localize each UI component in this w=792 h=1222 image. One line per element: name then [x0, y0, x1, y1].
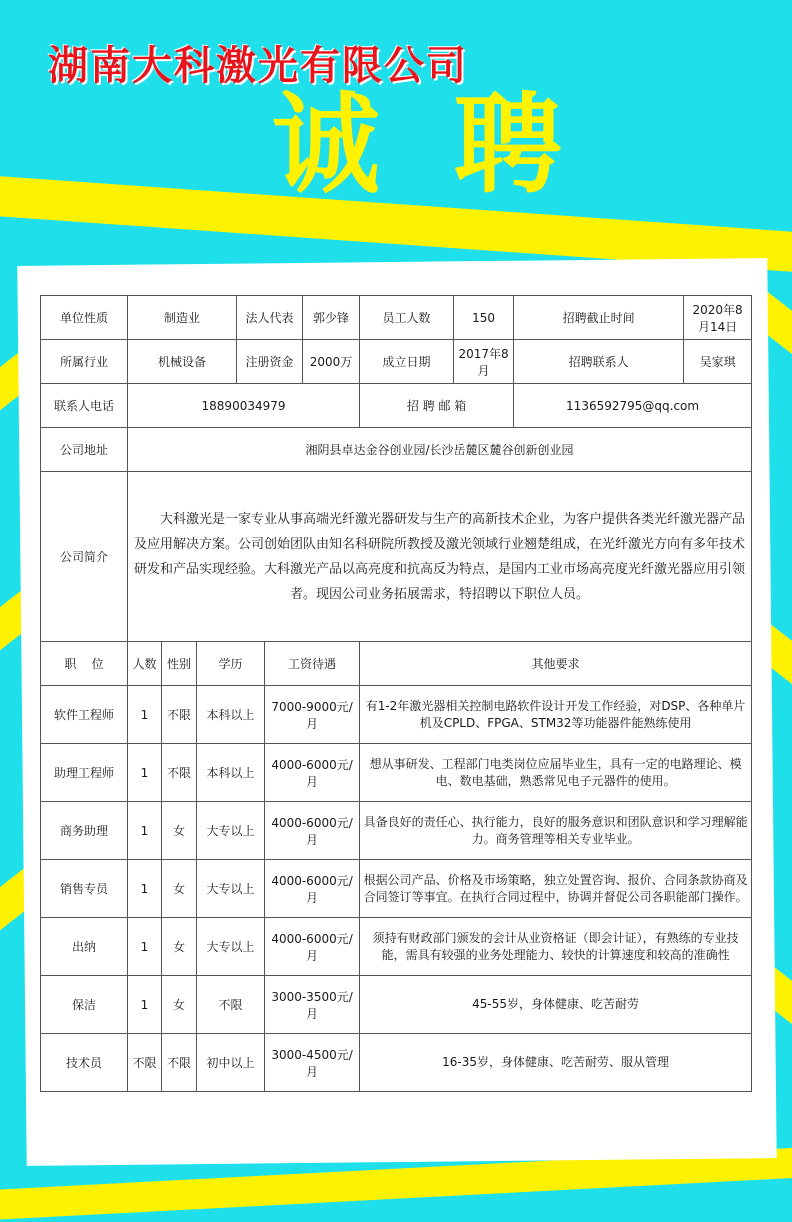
jobs-header-row: [41, 642, 752, 686]
col-requirements: 其他要求: [360, 642, 752, 686]
job-count: 不限: [128, 1034, 162, 1092]
job-salary: 3000-3500元/月: [265, 976, 360, 1034]
job-gender: 不限: [162, 686, 197, 744]
job-salary: 4000-6000元/月: [265, 802, 360, 860]
job-requirements: 具备良好的责任心、执行能力，良好的服务意识和团队意识和学习理解能力。商务管理等相关专业毕业。: [360, 802, 752, 860]
deadline-label: 招聘截止时间: [514, 296, 684, 340]
job-gender: 不限: [162, 744, 197, 802]
recruitment-headline: 诚 聘: [272, 83, 580, 208]
company-name: 湖南大科激光有限公司: [48, 43, 468, 89]
industry-label: 所属行业: [41, 340, 128, 384]
job-education: 本科以上: [197, 686, 265, 744]
intro-text: 大科激光是一家专业从事高端光纤激光器研发与生产的高新技术企业，为客户提供各类光纤激光器产品及应用解决方案。公司创始团队由知名科研院所教授及激光领域行业翘楚组成，在光纤激光方向有多年技术研发和产品实现经验。大科激光产品以高亮度和抗高反为特点，是国内工业市场高亮度光纤激光器应用引领者。现因公司业务拓展需求，特招聘以下职位人员。: [128, 472, 752, 642]
email-value: 1136592795@qq.com: [514, 384, 752, 428]
info-row-1: [41, 296, 752, 340]
recruitment-table: [40, 295, 752, 1092]
job-education: 大专以上: [197, 918, 265, 976]
job-row: [41, 918, 752, 976]
address-row: [41, 428, 752, 472]
job-salary: 7000-9000元/月: [265, 686, 360, 744]
job-row: [41, 744, 752, 802]
job-gender: 女: [162, 802, 197, 860]
job-salary: 4000-6000元/月: [265, 918, 360, 976]
nature-value: 制造业: [128, 296, 237, 340]
job-requirements: 想从事研发、工程部门电类岗位应届毕业生，具有一定的电路理论、模电、数电基础，熟悉常见电子元器件的使用。: [360, 744, 752, 802]
job-position: 技术员: [41, 1034, 128, 1092]
capital-label: 注册资金: [237, 340, 303, 384]
info-row-2: [41, 340, 752, 384]
phone-value: 18890034979: [128, 384, 360, 428]
job-gender: 女: [162, 976, 197, 1034]
phone-label: 联系人电话: [41, 384, 128, 428]
job-requirements: 有1-2年激光器相关控制电路软件设计开发工作经验，对DSP、各种单片机及CPLD、FPGA、STM32等功能器件能熟练使用: [360, 686, 752, 744]
job-count: 1: [128, 686, 162, 744]
job-position: 商务助理: [41, 802, 128, 860]
job-position: 保洁: [41, 976, 128, 1034]
contact-person-value: 吴家琪: [684, 340, 752, 384]
job-requirements: 45-55岁，身体健康、吃苦耐劳: [360, 976, 752, 1034]
job-count: 1: [128, 802, 162, 860]
capital-value: 2000万: [303, 340, 360, 384]
address-label: 公司地址: [41, 428, 128, 472]
job-row: [41, 686, 752, 744]
job-count: 1: [128, 976, 162, 1034]
job-requirements: 须持有财政部门颁发的会计从业资格证（即会计证），有熟练的专业技能，需具有较强的业务处理能力、较快的计算速度和较高的准确性: [360, 918, 752, 976]
job-education: 本科以上: [197, 744, 265, 802]
address-value: 湘阴县卓达金谷创业园/长沙岳麓区麓谷创新创业园: [128, 428, 752, 472]
nature-label: 单位性质: [41, 296, 128, 340]
job-salary: 4000-6000元/月: [265, 744, 360, 802]
col-salary: 工资待遇: [265, 642, 360, 686]
job-row: [41, 976, 752, 1034]
col-position: 职 位: [41, 642, 128, 686]
job-count: 1: [128, 860, 162, 918]
legal-rep-value: 郭少锋: [303, 296, 360, 340]
legal-rep-label: 法人代表: [237, 296, 303, 340]
job-salary: 4000-6000元/月: [265, 860, 360, 918]
job-education: 大专以上: [197, 802, 265, 860]
job-requirements: 根据公司产品、价格及市场策略，独立处置咨询、报价、合同条款协商及合同签订等事宜。在执行合同过程中，协调并督促公司各职能部门操作。: [360, 860, 752, 918]
col-gender: 性别: [162, 642, 197, 686]
email-label: 招 聘 邮 箱: [360, 384, 514, 428]
job-row: [41, 1034, 752, 1092]
staff-value: 150: [454, 296, 514, 340]
job-row: [41, 860, 752, 918]
col-education: 学历: [197, 642, 265, 686]
staff-label-cell: 员工人数: [360, 296, 454, 340]
job-requirements: 16-35岁，身体健康、吃苦耐劳、服从管理: [360, 1034, 752, 1092]
job-gender: 女: [162, 860, 197, 918]
job-education: 不限: [197, 976, 265, 1034]
job-position: 出纳: [41, 918, 128, 976]
job-gender: 不限: [162, 1034, 197, 1092]
contact-person-label: 招聘联系人: [514, 340, 684, 384]
job-position: 助理工程师: [41, 744, 128, 802]
job-education: 大专以上: [197, 860, 265, 918]
intro-label: 公司简介: [41, 472, 128, 642]
job-position: 软件工程师: [41, 686, 128, 744]
job-gender: 女: [162, 918, 197, 976]
industry-value: 机械设备: [128, 340, 237, 384]
job-salary: 3000-4500元/月: [265, 1034, 360, 1092]
founded-label: 成立日期: [360, 340, 454, 384]
intro-row: [41, 472, 752, 642]
col-count: 人数: [128, 642, 162, 686]
job-education: 初中以上: [197, 1034, 265, 1092]
job-position: 销售专员: [41, 860, 128, 918]
info-row-3: [41, 384, 752, 428]
job-row: [41, 802, 752, 860]
founded-value: 2017年8月: [454, 340, 514, 384]
deadline-value: 2020年8月14日: [684, 296, 752, 340]
job-count: 1: [128, 918, 162, 976]
job-count: 1: [128, 744, 162, 802]
